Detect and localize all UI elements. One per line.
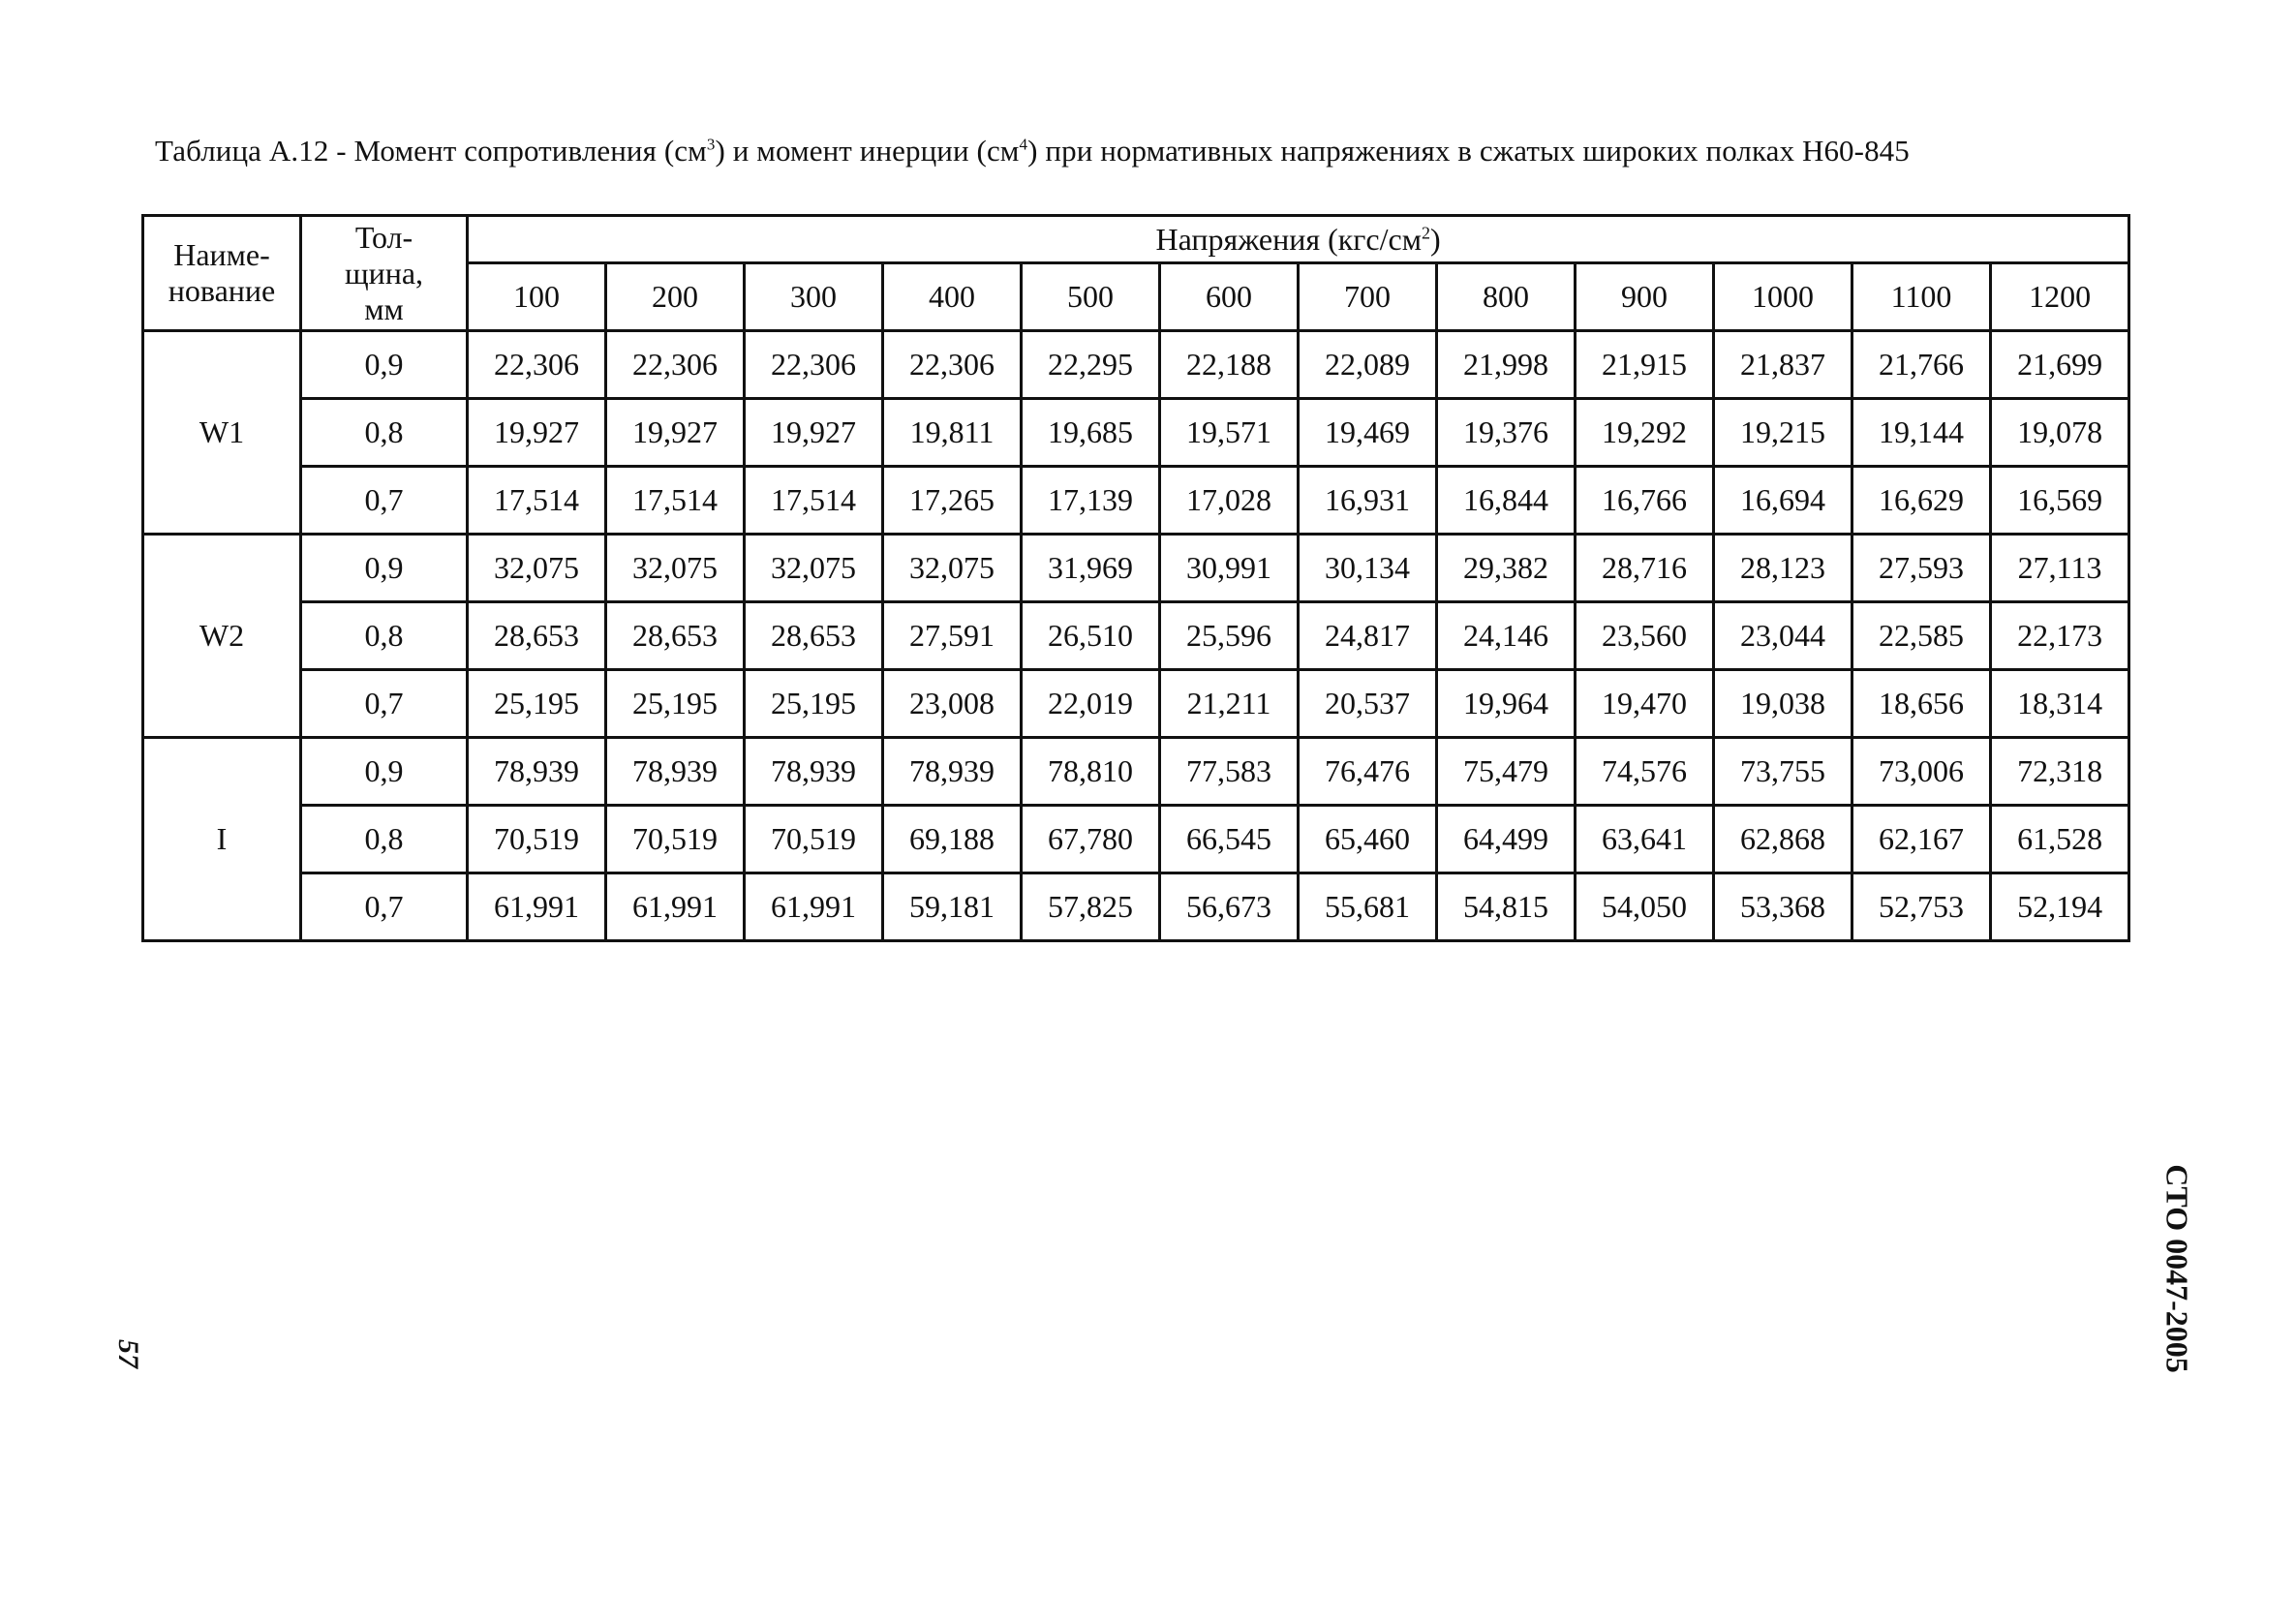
- table-caption: [155, 134, 1910, 168]
- value-cell: 25,596: [1160, 602, 1299, 670]
- stress-header-cell: 500: [1022, 263, 1160, 331]
- value-cell: 19,470: [1576, 670, 1714, 738]
- stress-header-cell: 900: [1576, 263, 1714, 331]
- value-cell: 28,716: [1576, 535, 1714, 602]
- value-cell: 76,476: [1299, 738, 1437, 806]
- value-cell: 19,685: [1022, 399, 1160, 467]
- value-cell: 18,314: [1991, 670, 2129, 738]
- stress-header-cell: 200: [606, 263, 745, 331]
- value-cell: 23,560: [1576, 602, 1714, 670]
- header-stress-prefix: Напряжения (кгс/см: [1155, 221, 1422, 257]
- value-cell: 54,815: [1437, 873, 1576, 941]
- value-cell: 21,211: [1160, 670, 1299, 738]
- value-cell: 22,306: [606, 331, 745, 399]
- value-cell: 78,939: [606, 738, 745, 806]
- value-cell: 70,519: [468, 806, 606, 873]
- value-cell: 78,939: [468, 738, 606, 806]
- header-thickness: [301, 216, 468, 331]
- value-cell: 59,181: [883, 873, 1022, 941]
- value-cell: 18,656: [1852, 670, 1991, 738]
- value-cell: 53,368: [1714, 873, 1852, 941]
- stress-header-cell: 800: [1437, 263, 1576, 331]
- value-cell: 17,265: [883, 467, 1022, 535]
- value-cell: 16,569: [1991, 467, 2129, 535]
- header-name: [143, 216, 301, 331]
- table-row: [143, 535, 2129, 602]
- value-cell: 19,376: [1437, 399, 1576, 467]
- value-cell: 19,927: [468, 399, 606, 467]
- table-row: [143, 467, 2129, 535]
- value-cell: 52,194: [1991, 873, 2129, 941]
- value-cell: 22,295: [1022, 331, 1160, 399]
- value-cell: 19,927: [745, 399, 883, 467]
- value-cell: 74,576: [1576, 738, 1714, 806]
- value-cell: 78,939: [745, 738, 883, 806]
- page-number: 57: [112, 1339, 144, 1368]
- value-cell: 30,991: [1160, 535, 1299, 602]
- value-cell: 17,514: [745, 467, 883, 535]
- caption-superscript-4: 4: [1019, 135, 1028, 154]
- header-row-1: [143, 216, 2129, 263]
- value-cell: 28,653: [606, 602, 745, 670]
- value-cell: 26,510: [1022, 602, 1160, 670]
- table-row: [143, 399, 2129, 467]
- header-stress: [468, 216, 2129, 263]
- value-cell: 19,571: [1160, 399, 1299, 467]
- value-cell: 73,006: [1852, 738, 1991, 806]
- value-cell: 32,075: [883, 535, 1022, 602]
- table-row: [143, 670, 2129, 738]
- value-cell: 21,998: [1437, 331, 1576, 399]
- value-cell: 27,113: [1991, 535, 2129, 602]
- value-cell: 25,195: [745, 670, 883, 738]
- value-cell: 21,766: [1852, 331, 1991, 399]
- table-row: [143, 873, 2129, 941]
- value-cell: 19,144: [1852, 399, 1991, 467]
- value-cell: 30,134: [1299, 535, 1437, 602]
- caption-part-3: ) при нормативных напряжениях в сжатых широких полках Н60-845: [1027, 134, 1910, 168]
- value-cell: 22,585: [1852, 602, 1991, 670]
- value-cell: 17,139: [1022, 467, 1160, 535]
- moment-table: [141, 214, 2130, 942]
- value-cell: 55,681: [1299, 873, 1437, 941]
- stress-header-cell: 1200: [1991, 263, 2129, 331]
- value-cell: 22,306: [745, 331, 883, 399]
- header-stress-suffix: ): [1429, 221, 1441, 257]
- thickness-cell: 0,9: [301, 535, 468, 602]
- value-cell: 22,188: [1160, 331, 1299, 399]
- value-cell: 25,195: [468, 670, 606, 738]
- value-cell: 19,927: [606, 399, 745, 467]
- stress-header-cell: 100: [468, 263, 606, 331]
- value-cell: 32,075: [745, 535, 883, 602]
- table-row: [143, 331, 2129, 399]
- stress-header-cell: 600: [1160, 263, 1299, 331]
- value-cell: 70,519: [745, 806, 883, 873]
- header-stress-superscript: 2: [1421, 222, 1430, 242]
- value-cell: 32,075: [468, 535, 606, 602]
- caption-part-2: ) и момент инерции (см: [715, 134, 1020, 168]
- value-cell: 52,753: [1852, 873, 1991, 941]
- value-cell: 19,964: [1437, 670, 1576, 738]
- header-name-text: Наиме- нование: [168, 237, 276, 308]
- value-cell: 56,673: [1160, 873, 1299, 941]
- value-cell: 64,499: [1437, 806, 1576, 873]
- value-cell: 29,382: [1437, 535, 1576, 602]
- thickness-cell: 0,9: [301, 738, 468, 806]
- value-cell: 65,460: [1299, 806, 1437, 873]
- value-cell: 19,292: [1576, 399, 1714, 467]
- value-cell: 75,479: [1437, 738, 1576, 806]
- value-cell: 16,766: [1576, 467, 1714, 535]
- value-cell: 16,844: [1437, 467, 1576, 535]
- value-cell: 20,537: [1299, 670, 1437, 738]
- value-cell: 67,780: [1022, 806, 1160, 873]
- value-cell: 61,991: [745, 873, 883, 941]
- value-cell: 17,514: [606, 467, 745, 535]
- table-body: [143, 216, 2129, 941]
- stress-header-cell: 1000: [1714, 263, 1852, 331]
- value-cell: 61,991: [606, 873, 745, 941]
- value-cell: 19,078: [1991, 399, 2129, 467]
- group-name-cell: W2: [143, 535, 301, 738]
- header-thickness-text: Тол- щина, мм: [344, 219, 424, 326]
- stress-header-cell: 400: [883, 263, 1022, 331]
- value-cell: 70,519: [606, 806, 745, 873]
- value-cell: 22,306: [883, 331, 1022, 399]
- value-cell: 78,939: [883, 738, 1022, 806]
- value-cell: 22,173: [1991, 602, 2129, 670]
- value-cell: 21,699: [1991, 331, 2129, 399]
- value-cell: 31,969: [1022, 535, 1160, 602]
- value-cell: 61,528: [1991, 806, 2129, 873]
- value-cell: 24,817: [1299, 602, 1437, 670]
- value-cell: 19,215: [1714, 399, 1852, 467]
- value-cell: 19,038: [1714, 670, 1852, 738]
- stress-header-cell: 1100: [1852, 263, 1991, 331]
- value-cell: 63,641: [1576, 806, 1714, 873]
- value-cell: 27,593: [1852, 535, 1991, 602]
- document-code: СТО 0047-2005: [2159, 1164, 2195, 1373]
- caption-superscript-3: 3: [706, 135, 716, 154]
- thickness-cell: 0,7: [301, 670, 468, 738]
- value-cell: 19,811: [883, 399, 1022, 467]
- value-cell: 23,008: [883, 670, 1022, 738]
- value-cell: 62,167: [1852, 806, 1991, 873]
- value-cell: 22,306: [468, 331, 606, 399]
- stress-header-cell: 300: [745, 263, 883, 331]
- value-cell: 77,583: [1160, 738, 1299, 806]
- value-cell: 16,694: [1714, 467, 1852, 535]
- value-cell: 24,146: [1437, 602, 1576, 670]
- value-cell: 62,868: [1714, 806, 1852, 873]
- value-cell: 66,545: [1160, 806, 1299, 873]
- value-cell: 57,825: [1022, 873, 1160, 941]
- thickness-cell: 0,8: [301, 602, 468, 670]
- value-cell: 23,044: [1714, 602, 1852, 670]
- value-cell: 16,629: [1852, 467, 1991, 535]
- thickness-cell: 0,8: [301, 806, 468, 873]
- value-cell: 21,915: [1576, 331, 1714, 399]
- stress-header-cell: 700: [1299, 263, 1437, 331]
- thickness-cell: 0,8: [301, 399, 468, 467]
- value-cell: 17,028: [1160, 467, 1299, 535]
- thickness-cell: 0,7: [301, 873, 468, 941]
- value-cell: 25,195: [606, 670, 745, 738]
- table-row: [143, 806, 2129, 873]
- value-cell: 72,318: [1991, 738, 2129, 806]
- value-cell: 28,123: [1714, 535, 1852, 602]
- value-cell: 28,653: [468, 602, 606, 670]
- value-cell: 22,089: [1299, 331, 1437, 399]
- caption-part-1: Таблица А.12 - Момент сопротивления (см: [155, 134, 707, 168]
- value-cell: 27,591: [883, 602, 1022, 670]
- value-cell: 22,019: [1022, 670, 1160, 738]
- value-cell: 61,991: [468, 873, 606, 941]
- value-cell: 54,050: [1576, 873, 1714, 941]
- value-cell: 32,075: [606, 535, 745, 602]
- value-cell: 17,514: [468, 467, 606, 535]
- table-row: [143, 738, 2129, 806]
- value-cell: 19,469: [1299, 399, 1437, 467]
- value-cell: 28,653: [745, 602, 883, 670]
- thickness-cell: 0,9: [301, 331, 468, 399]
- group-name-cell: W1: [143, 331, 301, 535]
- value-cell: 73,755: [1714, 738, 1852, 806]
- value-cell: 78,810: [1022, 738, 1160, 806]
- value-cell: 16,931: [1299, 467, 1437, 535]
- group-name-cell: I: [143, 738, 301, 941]
- table-row: [143, 602, 2129, 670]
- value-cell: 21,837: [1714, 331, 1852, 399]
- thickness-cell: 0,7: [301, 467, 468, 535]
- value-cell: 69,188: [883, 806, 1022, 873]
